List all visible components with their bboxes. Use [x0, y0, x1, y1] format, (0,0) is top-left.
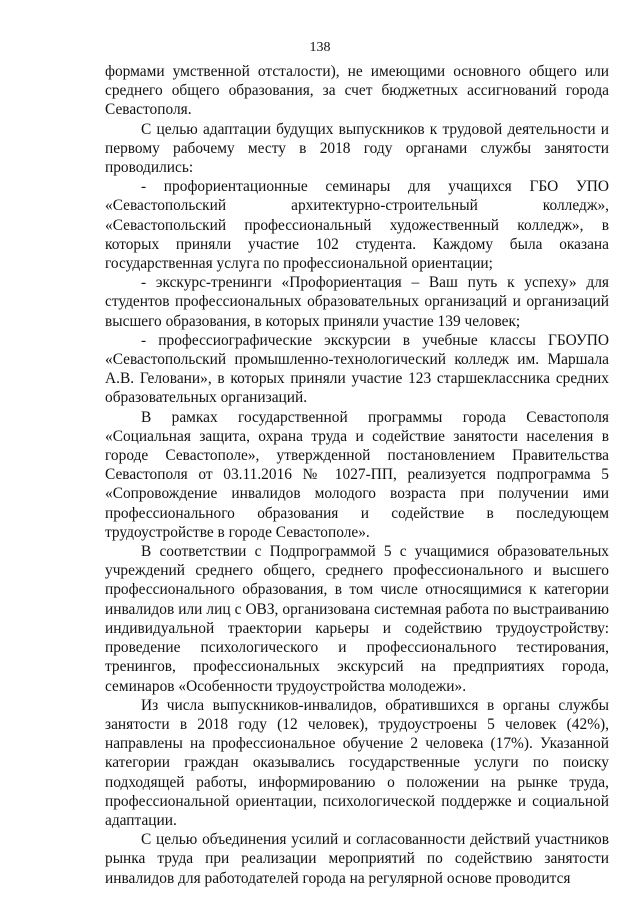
paragraph: С целью объединения усилий и согласованности действий участников рынка труда при реализации мероприятий по содействию занятости инвалидов для работодателей города на регулярной основе проводится: [105, 831, 609, 887]
paragraph: Из числа выпускников-инвалидов, обратившихся в органы службы занятости в 2018 году (12 человек), трудоустроены 5 человек (42%), направлены на профессиональное обучение 2 человека (17%). Указанной категории граждан оказывались государственные услуги по поиску подходящей работы, информированию о положении на рынке труда, профессиональной ориентации, психологической поддержке и социальной адаптации.: [105, 696, 609, 829]
list-item: - экскурс-тренинги «Профориентация – Ваш путь к успеху» для студентов профессиональных образовательных организаций и организаций высшего образования, в которых приняли участие 139 человек;: [105, 274, 609, 330]
paragraph: С целью адаптации будущих выпускников к трудовой деятельности и первому рабочему месту в 2018 году органами службы занятости проводились:: [105, 120, 609, 177]
paragraph: В рамках государственной программы города Севастополя «Социальная защита, охрана труда и содействие занятости населения в городе Севастополе», утвержденной постановлением Правительства Севастополя от 03.11.2016 № 1027-ПП, реализуется подпрограмма 5 «Сопровождение инвалидов молодого возраста при получении ими профессионального образования и содействие в последующем трудоустройстве в городе Севастополе».: [105, 408, 609, 541]
page-number: 138: [309, 40, 331, 55]
list-item: - профессиографические экскурсии в учебные классы ГБОУПО «Севастопольский промышленно-технологический колледж им. Маршала А.В. Геловани», в которых приняли участие 123 старшеклассника средних образовательных организаций.: [105, 331, 609, 407]
list-item: - профориентационные семинары для учащихся ГБО УПО «Севастопольский архитектурно-строительный колледж», «Севастопольский профессиональный художественный колледж», в которых приняли участие 102 студента. Каждому была оказана государственная услуга по профессиональной ориентации;: [105, 178, 609, 273]
paragraph: В соответствии с Подпрограммой 5 с учащимися образовательных учреждений среднего общего, среднего профессионального и высшего профессионального образования, в том числе относящимися к категории инвалидов или лиц с ОВЗ, организована системная работа по выстраиванию индивидуальной траектории карьеры и содействию трудоустройству: проведение психологического и профессионального тестирования, тренингов, профессиональных экскурсий на предприятиях города, семинаров «Особенности трудоустройства молодежи».: [105, 543, 609, 695]
paragraph: формами умственной отсталости), не имеющими основного общего или среднего общего образования, за счет бюджетных ассигнований города Севастополя.: [105, 63, 609, 119]
document-body: [105, 62, 609, 888]
